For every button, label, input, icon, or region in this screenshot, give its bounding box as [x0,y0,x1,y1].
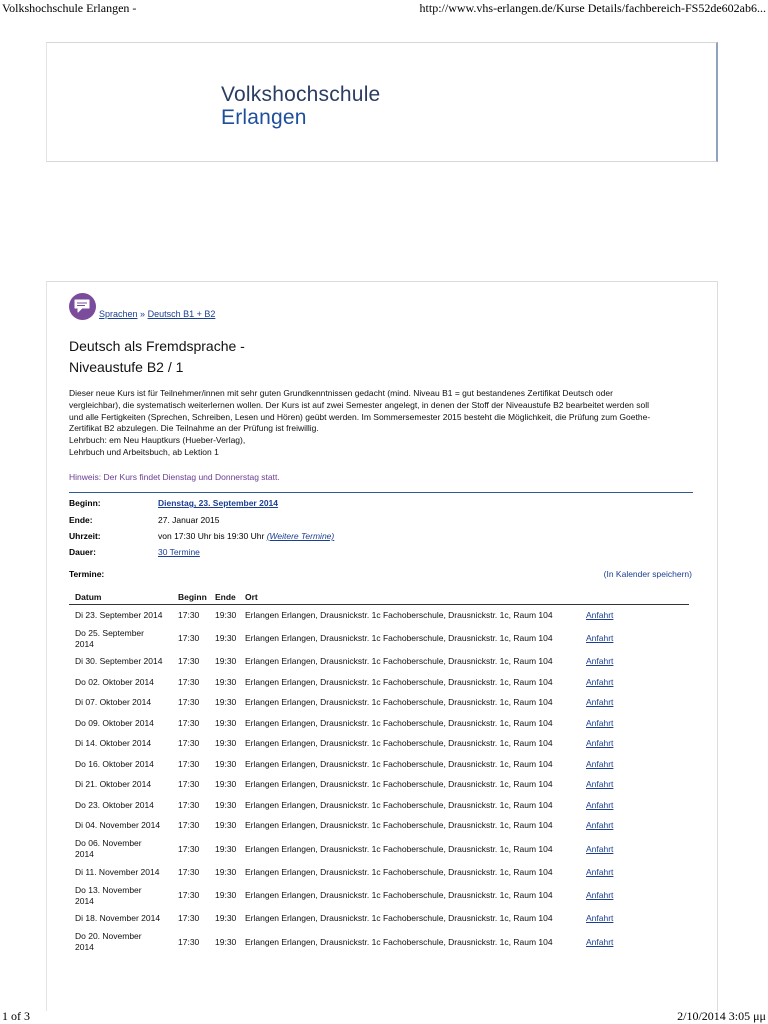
session-end-cell [209,929,239,955]
directions-link-cell [580,775,689,796]
table-row [69,626,689,652]
table-row [69,754,689,775]
session-date-cell [69,795,172,816]
session-end: 19:30 [215,913,237,924]
session-begin-cell [172,929,209,955]
session-end: 19:30 [215,717,237,728]
begin-date-link[interactable]: Dienstag, 23. September 2014 [158,498,279,508]
save-to-calendar-link[interactable] [604,569,692,579]
session-place: Erlangen Erlangen, Drausnickstr. 1c Fachoberschule, Drausnickstr. 1c, Raum 104 [245,799,553,810]
session-date-cell [69,775,172,796]
section-divider [69,492,693,493]
directions-link[interactable]: Anfahrt [586,913,614,924]
session-date-cell [69,909,172,930]
session-place-cell [239,836,580,862]
session-place: Erlangen Erlangen, Drausnickstr. 1c Fachoberschule, Drausnickstr. 1c, Raum 104 [245,717,553,728]
session-begin: 17:30 [178,890,200,900]
directions-link-cell [580,795,689,816]
session-end: 19:30 [215,609,237,620]
directions-link[interactable]: Anfahrt [586,717,614,728]
session-date: Do 09. Oktober 2014 [75,717,154,728]
table-header-row [69,587,689,605]
directions-link-cell [580,605,689,626]
table-row [69,713,689,734]
session-date: Di 11. November 2014 [75,866,160,877]
session-end-cell [209,883,239,909]
directions-link-cell [580,883,689,909]
session-end: 19:30 [215,656,237,667]
print-datetime: 2/10/2014 3:05 μμ [677,1009,766,1023]
session-begin-cell [172,713,209,734]
time-label: Uhrzeit: [69,531,101,541]
session-begin-cell [172,775,209,796]
logo-line2: Erlangen [221,106,307,129]
directions-link-cell [580,713,689,734]
session-date-cell [69,713,172,734]
session-date-cell [69,883,172,909]
session-place: Erlangen Erlangen, Drausnickstr. 1c Fachoberschule, Drausnickstr. 1c, Raum 104 [245,633,553,643]
session-begin: 17:30 [178,913,200,924]
session-begin: 17:30 [178,676,200,687]
session-begin: 17:30 [178,866,200,877]
table-row [69,734,689,755]
logo-line1: Volkshochschule [221,83,381,106]
session-date: Do 13. November 2014 [75,884,142,906]
termine-label: Termine: [69,569,105,579]
session-date-cell [69,672,172,693]
session-end-cell [209,652,239,673]
session-place: Erlangen Erlangen, Drausnickstr. 1c Fachoberschule, Drausnickstr. 1c, Raum 104 [245,738,553,749]
session-date: Do 02. Oktober 2014 [75,676,154,687]
session-end: 19:30 [215,820,237,831]
duration-link[interactable]: 30 Termine [158,547,200,557]
session-date: Do 06. November 2014 [75,838,142,859]
session-end: 19:30 [215,633,237,643]
session-date: Di 23. September 2014 [75,609,163,620]
session-date: Di 14. Oktober 2014 [75,738,152,749]
course-description [69,388,693,459]
directions-link[interactable]: Anfahrt [586,738,614,749]
column-header-directions [580,587,689,605]
speech-bubble-icon [69,293,96,320]
directions-link[interactable]: Anfahrt [586,890,614,900]
session-place-cell [239,862,580,883]
course-title-line2: Niveaustufe B2 / 1 [69,359,184,375]
session-end: 19:30 [215,936,237,947]
session-place-cell [239,713,580,734]
session-date: Di 30. September 2014 [75,656,163,667]
directions-link[interactable]: Anfahrt [586,676,614,687]
session-place: Erlangen Erlangen, Drausnickstr. 1c Fachoberschule, Drausnickstr. 1c, Raum 104 [245,890,553,900]
directions-link[interactable]: Anfahrt [586,656,614,667]
end-value: 27. Januar 2015 [158,515,220,525]
session-date-cell [69,862,172,883]
session-date: Do 16. Oktober 2014 [75,758,154,769]
session-begin-cell [172,626,209,652]
course-title [69,336,245,378]
session-end-cell [209,909,239,930]
session-end-cell [209,816,239,837]
directions-link[interactable]: Anfahrt [586,633,614,643]
session-place-cell [239,795,580,816]
directions-link-cell [580,836,689,862]
session-place: Erlangen Erlangen, Drausnickstr. 1c Fachoberschule, Drausnickstr. 1c, Raum 104 [245,866,553,877]
session-begin: 17:30 [178,609,200,620]
session-date: Di 07. Oktober 2014 [75,697,152,708]
directions-link-cell [580,693,689,714]
session-date: Di 21. Oktober 2014 [75,779,152,790]
directions-link[interactable]: Anfahrt [586,843,614,854]
session-begin: 17:30 [178,843,200,854]
column-header-begin: Beginn [172,587,209,605]
session-begin-cell [172,883,209,909]
session-date-cell [69,605,172,626]
directions-link-cell [580,929,689,955]
session-end: 19:30 [215,843,237,854]
session-place: Erlangen Erlangen, Drausnickstr. 1c Fachoberschule, Drausnickstr. 1c, Raum 104 [245,820,553,831]
session-place: Erlangen Erlangen, Drausnickstr. 1c Fachoberschule, Drausnickstr. 1c, Raum 104 [245,697,553,708]
more-dates-link[interactable]: (Weitere Termine) [266,531,335,541]
session-date: Do 20. November 2014 [75,931,142,952]
directions-link[interactable]: Anfahrt [586,936,614,947]
session-begin: 17:30 [178,633,200,643]
column-header-end: Ende [209,587,239,605]
sessions-table [69,587,689,955]
directions-link-cell [580,909,689,930]
site-logo[interactable] [221,83,380,129]
session-place-cell [239,672,580,693]
session-end-cell [209,626,239,652]
time-value: von 17:30 Uhr bis 19:30 Uhr [158,531,265,541]
session-end: 19:30 [215,697,237,708]
print-footer [0,1009,768,1024]
directions-link-cell [580,862,689,883]
session-begin: 17:30 [178,779,200,790]
session-end-cell [209,672,239,693]
session-begin: 17:30 [178,717,200,728]
session-begin: 17:30 [178,758,200,769]
session-begin: 17:30 [178,656,200,667]
session-begin-cell [172,693,209,714]
session-place-cell [239,909,580,930]
session-begin-cell [172,795,209,816]
session-begin-cell [172,836,209,862]
session-place: Erlangen Erlangen, Drausnickstr. 1c Fachoberschule, Drausnickstr. 1c, Raum 104 [245,609,553,620]
description-line: Dieser neue Kurs ist für Teilnehmer/innen mit sehr guten Grundkenntnissen gedacht (mind. Niveau B1 = gut bestandenes Zertifikat Deutsch oder [69,388,613,398]
session-place: Erlangen Erlangen, Drausnickstr. 1c Fachoberschule, Drausnickstr. 1c, Raum 104 [245,779,553,790]
save-to-calendar-text[interactable]: (In Kalender speichern) [603,569,692,579]
session-end: 19:30 [215,676,237,687]
description-line: und alle Fertigkeiten (Sprechen, Schreiben, Lesen und Hören) geübt werden. Im Sommersemester 2015 besteht die Möglichkeit, die Prüfung zum Goethe- [69,411,651,422]
session-end: 19:30 [215,779,237,790]
session-date: Di 18. November 2014 [75,913,161,924]
session-end-cell [209,795,239,816]
session-place: Erlangen Erlangen, Drausnickstr. 1c Fachoberschule, Drausnickstr. 1c, Raum 104 [245,676,553,687]
session-place-cell [239,816,580,837]
session-place: Erlangen Erlangen, Drausnickstr. 1c Fachoberschule, Drausnickstr. 1c, Raum 104 [245,913,553,924]
directions-link[interactable]: Anfahrt [586,609,614,620]
time-value-group [158,531,334,541]
print-page-number: 1 of 3 [2,1009,30,1023]
session-end-cell [209,836,239,862]
session-place-cell [239,605,580,626]
session-end: 19:30 [215,866,237,877]
print-page-title: Volkshochschule Erlangen - [2,1,137,15]
column-header-place: Ort [239,587,580,605]
session-place: Erlangen Erlangen, Drausnickstr. 1c Fachoberschule, Drausnickstr. 1c, Raum 104 [245,758,553,769]
directions-link[interactable]: Anfahrt [586,779,614,790]
description-line: Lehrbuch und Arbeitsbuch, ab Lektion 1 [69,446,219,457]
directions-link[interactable]: Anfahrt [586,866,614,877]
table-row [69,795,689,816]
session-end-cell [209,862,239,883]
table-row [69,929,689,955]
session-begin-cell [172,754,209,775]
site-banner [46,42,718,162]
session-begin: 17:30 [178,820,200,831]
duration-label: Dauer: [69,547,96,557]
session-date: Di 04. November 2014 [75,820,161,831]
print-page-url: http://www.vhs-erlangen.de/Kurse Details/fachbereich-FS52de602ab6... [419,1,766,15]
session-place-cell [239,626,580,652]
directions-link[interactable]: Anfahrt [586,758,614,769]
session-begin: 17:30 [178,936,200,947]
session-begin-cell [172,816,209,837]
session-place: Erlangen Erlangen, Drausnickstr. 1c Fachoberschule, Drausnickstr. 1c, Raum 104 [245,843,553,854]
directions-link-cell [580,652,689,673]
directions-link-cell [580,816,689,837]
session-end-cell [209,754,239,775]
print-header [0,0,768,20]
table-row [69,652,689,673]
session-end-cell [209,713,239,734]
session-begin: 17:30 [178,697,200,708]
session-place: Erlangen Erlangen, Drausnickstr. 1c Fachoberschule, Drausnickstr. 1c, Raum 104 [245,656,553,667]
session-place-cell [239,734,580,755]
table-row [69,775,689,796]
session-date-cell [69,626,172,652]
session-date-cell [69,929,172,955]
session-date: Do 23. Oktober 2014 [75,799,154,810]
begin-label: Beginn: [69,498,101,508]
session-end: 19:30 [215,738,237,749]
end-label: Ende: [69,515,93,525]
course-hint: Hinweis: Der Kurs findet Dienstag und Donnerstag statt. [69,472,280,482]
directions-link-cell [580,754,689,775]
column-header-date: Datum [69,587,172,605]
description-line: vergleichbar), die systematisch weiterlernen wollen. Der Kurs ist auf zwei Semester angelegt, in denen der Stoff der Niveaustufe B2 bearbeitet werden soll [69,399,650,410]
session-place-cell [239,693,580,714]
session-date: Do 25. September 2014 [75,627,144,649]
session-begin-cell [172,862,209,883]
session-begin-cell [172,672,209,693]
session-end: 19:30 [215,799,237,810]
table-row [69,672,689,693]
description-line: Lehrbuch: em Neu Hauptkurs (Hueber-Verlag), [69,435,246,446]
session-place-cell [239,775,580,796]
breadcrumb-deutsch-b1-b2[interactable]: Deutsch B1 + B2 [147,309,216,319]
session-place-cell [239,754,580,775]
session-end-cell [209,605,239,626]
table-row [69,605,689,626]
breadcrumb-separator: » [140,309,146,319]
table-row [69,862,689,883]
table-row [69,909,689,930]
session-begin-cell [172,652,209,673]
session-place-cell [239,652,580,673]
session-begin: 17:30 [178,799,200,810]
directions-link[interactable]: Anfahrt [586,820,614,831]
directions-link-cell [580,626,689,652]
session-date-cell [69,816,172,837]
table-row [69,693,689,714]
session-end-cell [209,775,239,796]
directions-link[interactable]: Anfahrt [586,697,614,708]
directions-link-cell [580,734,689,755]
session-end: 19:30 [215,758,237,769]
session-end-cell [209,734,239,755]
session-date-cell [69,836,172,862]
session-place-cell [239,883,580,909]
session-begin-cell [172,605,209,626]
session-begin-cell [172,909,209,930]
directions-link[interactable]: Anfahrt [586,799,614,810]
session-place: Erlangen Erlangen, Drausnickstr. 1c Fachoberschule, Drausnickstr. 1c, Raum 104 [245,936,553,947]
breadcrumb-sprachen[interactable]: Sprachen [99,309,138,319]
breadcrumb [99,309,215,319]
session-date-cell [69,734,172,755]
session-begin: 17:30 [178,738,200,749]
description-line: Zertifikat B2 abzulegen. Die Teilnahme an der Prüfung ist freiwillig. [69,423,319,434]
table-row [69,816,689,837]
session-begin-cell [172,734,209,755]
course-title-line1: Deutsch als Fremdsprache - [69,338,245,354]
session-end: 19:30 [215,890,237,900]
session-end-cell [209,693,239,714]
session-date-cell [69,652,172,673]
session-date-cell [69,754,172,775]
session-date-cell [69,693,172,714]
directions-link-cell [580,672,689,693]
session-place-cell [239,929,580,955]
table-row [69,883,689,909]
table-row [69,836,689,862]
